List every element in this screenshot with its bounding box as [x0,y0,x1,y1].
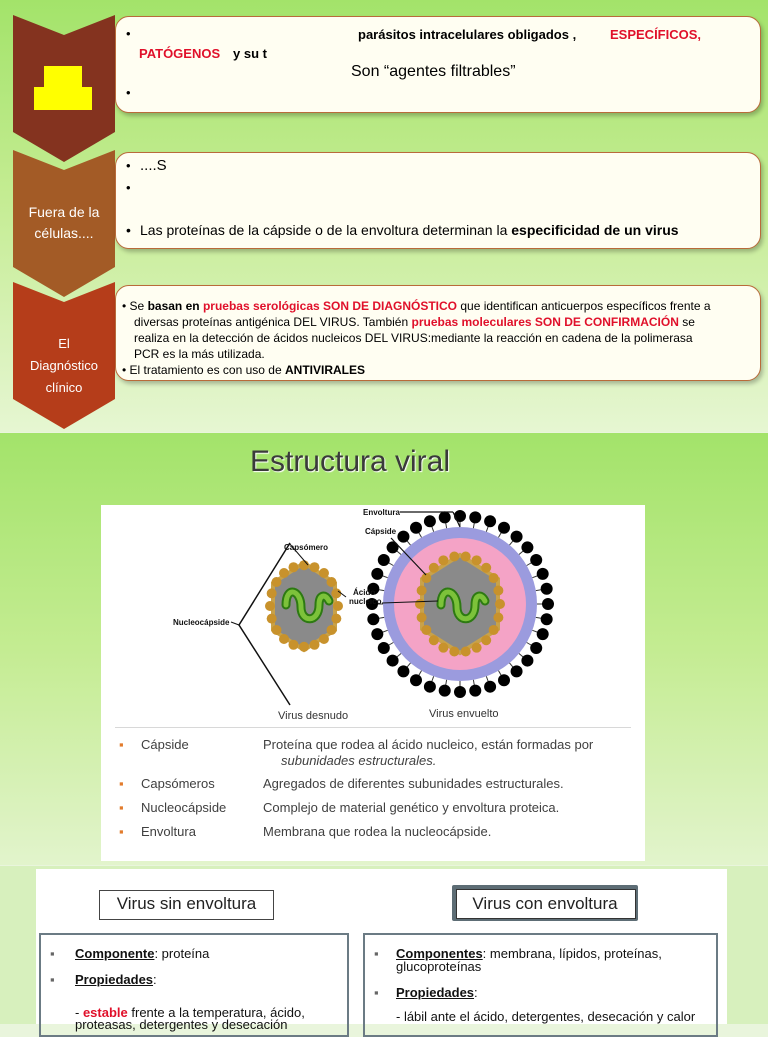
row-1-line-1-bold: parásitos intracelulares obligados , [358,27,577,42]
row-3-line-4: PCR es la más utilizada. [134,347,265,361]
right-labil: - lábil ante el ácido, detergentes, desecación y calor [396,1009,696,1024]
label-nucleocapside: Nucleocápside [173,618,230,627]
row-3-label [14,333,114,399]
def-row-capside: ▪ [119,737,124,752]
bullet: • [126,180,131,195]
row-3-label-line-2: Diagnóstico [30,358,98,373]
right-propiedades-label: Propiedades [396,985,475,1000]
label-virus-desnudo: Virus desnudo [278,710,349,722]
def-text-capside: Proteína que rodea al ácido nucleico, están formadas por [263,737,594,752]
left-propiedades [75,972,157,987]
row-2-bullet-3-plain: Las proteínas de la cápside o de la envoltura determinan la [140,222,508,238]
left-estable-rest: frente a la temperatura, ácido, [127,1005,305,1020]
slide-1 [0,0,768,432]
row-3-line-5a: El tratamiento es con uso de [129,363,282,377]
row-3-line-2b: pruebas moleculares SON DE CONFIRMACIÓN [411,315,679,329]
label-envoltura: Envoltura [363,508,400,517]
slide-3 [0,866,768,1032]
slide-2 [0,433,768,865]
comparison-panel [36,869,727,1032]
definitions-list [101,505,645,861]
row-1-line-2-bold: y su t [233,46,267,61]
def-row-nucleocapside: ▪ [119,800,124,815]
row-2-bullet-3-bold: especificidad de un virus [511,222,679,238]
left-propiedades-colon: : [153,972,157,987]
def-text-nucleocapside: Complejo de material genético y envoltura proteica. [263,800,560,815]
row-3-label-line-1: El [58,336,70,351]
row-3-line-2c: se [682,315,695,329]
bullet: • [122,363,127,377]
row-3-text [122,298,752,378]
row-1-line-1-red: ESPECÍFICOS, [610,27,702,42]
bullet: ▪ [50,946,55,961]
right-propiedades [396,985,478,1000]
row-2-bullet-3 [140,222,679,238]
left-componente [75,946,209,961]
left-componente-value: : proteína [154,946,210,961]
def-term-nucleocapside: Nucleocápside [141,800,227,815]
def-text-envoltura: Membrana que rodea la nucleocápside. [263,824,492,839]
row-3-line-5b: ANTIVIRALES [284,363,365,377]
def-text-capside-2: subunidades estructurales. [281,753,437,768]
bullet: ▪ [374,946,379,961]
def-term-capsomeros: Capsómeros [141,776,215,791]
left-title: Virus sin envoltura [116,894,257,913]
def-term-capside: Cápside [141,737,189,752]
row-2-bullet-1: ....S [140,157,167,174]
slide-2-title: Estructura viral [249,445,451,478]
row-1-line-2-red: PATÓGENOS [139,46,221,61]
row-3-line-1c: pruebas serológicas SON DE DIAGNÓSTICO [202,299,458,313]
bullet: • [126,222,131,238]
bullet: • [126,158,131,173]
def-row-capsomeros: ▪ [119,776,124,791]
bullet: • [122,299,127,313]
left-componente-label: Componente [75,946,155,961]
bullet: ▪ [374,985,379,1000]
row-3-line-1d: que identifican anticuerpos específicos frente a [460,299,711,313]
label-acido: Ácido nucleico [349,588,382,606]
row-2-label: Fuera de la células.... [28,204,100,241]
right-componentes-value: : membrana, lípidos, proteínas, [482,946,662,961]
right-componentes-label: Componentes [396,946,483,961]
label-capside: Cápside [365,527,397,536]
row-3-line-2a: diversas proteínas antigénica DEL VIRUS. También [134,315,409,329]
left-estable-word: estable [82,1005,128,1020]
def-term-envoltura: Envoltura [141,824,196,839]
left-propiedades-label: Propiedades [75,972,154,987]
left-line-2: proteasas, detergentes y desecación [75,1017,288,1032]
right-title: Virus con envoltura [472,894,618,913]
yellow-box [34,66,92,110]
right-line-2: glucoproteínas [396,959,482,974]
label-virus-envuelto: Virus envuelto [429,708,499,720]
row-3-line-1b: basan en [147,299,200,313]
def-row-envoltura: ▪ [119,824,124,839]
row-3-line-1a: Se [129,299,145,313]
row-3-line-3: realiza en la detección de ácidos nucleicos DEL VIRUS:mediante la reacción en cadena de la polimerasa [134,331,693,345]
row-1-line-3: Son “agentes filtrables” [351,63,516,80]
virus-structure-panel [101,505,645,861]
row-3-label-line-3: clínico [45,380,83,395]
bullet: ▪ [50,972,55,987]
bullet: • [126,85,131,100]
label-capsomero: Capsómero [284,543,329,552]
def-text-capsomeros: Agregados de diferentes subunidades estructurales. [263,776,564,791]
bullet: • [126,26,131,41]
right-propiedades-colon: : [474,985,478,1000]
left-estable-prefix: - [75,1005,83,1020]
